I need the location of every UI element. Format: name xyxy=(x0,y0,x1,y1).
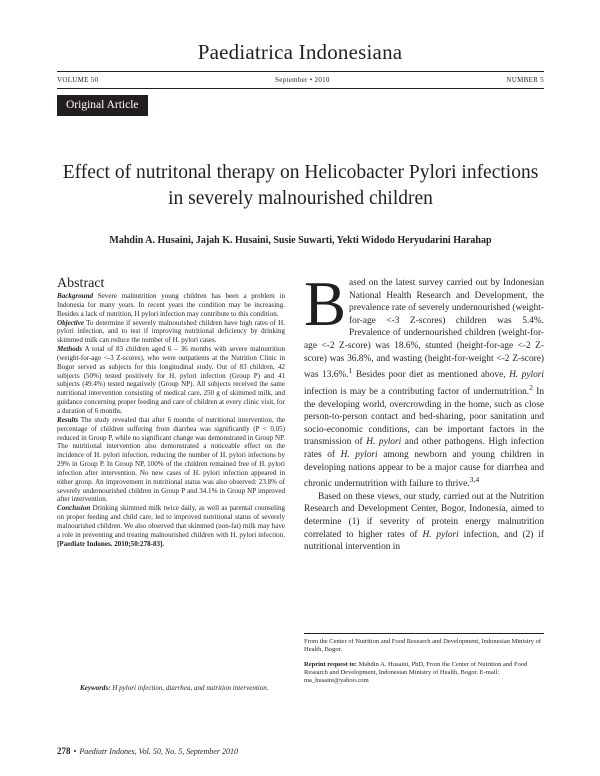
abstract-objective xyxy=(57,319,285,346)
p1-hpylori-2: H. pylori xyxy=(366,437,402,448)
abstract-background xyxy=(57,292,285,319)
objective-label: Objective xyxy=(57,318,84,327)
background-text: Severe malnutrition young children has been a problem in Indonesia for many years. In recent years the condition may be increasing. Besides a lack of nutrition, H pylori infection may contribute to this condition. xyxy=(57,292,285,318)
background-label: Background xyxy=(57,292,94,300)
abstract-methods xyxy=(57,345,285,416)
page-footer xyxy=(57,746,238,756)
article-type-badge: Original Article xyxy=(57,95,148,116)
footnote-rule xyxy=(304,633,544,634)
p1-text5: and other pathogens. High infection rates of xyxy=(304,437,544,460)
header-rule-bottom xyxy=(57,88,544,89)
keywords xyxy=(80,684,280,693)
header-rule-top xyxy=(57,71,544,72)
methods-label: Methods xyxy=(57,345,83,354)
citation: [Paediatr Indones. 2010;50:278-83]. xyxy=(57,539,165,548)
drop-cap: B xyxy=(304,269,347,339)
footnotes xyxy=(304,638,544,691)
abstract-results xyxy=(57,416,285,504)
p1-text4: In the developing world, overcrowding in the home, such as close person-to-person contact and bed-sharing, poor sanitation and socio-economic conditions, can be important factors in the transmission of xyxy=(304,386,544,448)
p1-hpylori-3: H. pylori xyxy=(340,449,378,460)
results-text: The study revealed that after 6 months of nutritional intervention, the percentage of children suffering from diarrhea was significantly (P < 0.05) reduced in Group P, while no significant change was demonstrated in Group NP. The nutritional intervention also demonstrated a noticeable effect on the incidence of H. pylori infection, reducing the number of H. pylori infections by 29% in Group P. In Group NP, 100% of the children remained free of H. pylori infection after intervention. No new cases of H. pylori infection appeared in either group. An improvement in nutritional status was also observed: 23.8% of severely undernourished children in Group P and 34.1% in Group NP improved after intervention. xyxy=(57,415,285,504)
objective-text: To determine if severely malnourished children have high rates of H. pylori infection, and to test if improving nutritional deficiency by drinking skimmed milk can reduce the number of H. pylori cases. xyxy=(57,318,285,345)
body-column xyxy=(304,269,545,554)
p1-hpylori: H. pylori xyxy=(509,370,544,381)
p1-text: ased on the latest survey carried out by Indonesian National Health Research and Development, the prevalence rate of severely undernourished (weight-for-age <-3 Z-scores) children was 5.4%. Prevalence of undernourished children (weight-for-age <-2 Z-score) was 18.6%, stunted (height-for-age <-2 Z-score) was 36.8%, and wasting (height-for-weight <-2 Z-score) was 13.6%. xyxy=(304,278,544,381)
issue-meta-row xyxy=(57,76,544,84)
p1-text3: infection is may be a contributing factor of undernutrition. xyxy=(304,386,530,397)
reprint-text: Mahdin A. Husaini, PhD, From the Center of Nutrition and Food Research and Development, Indonesian Ministry of Health, Bogor. E-mail: ma_husaini@yahoo.com xyxy=(304,660,528,685)
abstract-section xyxy=(57,277,285,548)
ref-3-4: 3,4 xyxy=(469,475,480,485)
keywords-text: H pylori infection, diarrhea, and nutrition intervention. xyxy=(110,684,269,692)
body-paragraph-2 xyxy=(304,491,544,554)
p2-text: Based on these views, our study, carried out at the Nutrition Research and Development Center, Bogor, Indonesia, aimed to determine (1) if severity of protein energy malnutrition correlated to higher rates of xyxy=(304,491,544,540)
reprint-label: Reprint request to: xyxy=(304,660,357,668)
keywords-label: Keywords: xyxy=(80,684,111,692)
ref-1: 1 xyxy=(348,366,353,376)
author-list: Mahdin A. Husaini, Jajah K. Husaini, Susie Suwarti, Yekti Widodo Heryudarini Harahap xyxy=(109,235,492,246)
issue-date: September • 2010 xyxy=(275,76,330,84)
footer-bullet: • xyxy=(73,747,77,756)
abstract-heading: Abstract xyxy=(57,276,105,291)
abstract-conclusion xyxy=(57,504,285,548)
number-label: NUMBER 5 xyxy=(506,76,544,84)
affiliation-note: From the Center of Nutrition and Food Research and Development, Indonesian Ministry of Health, Bogor. xyxy=(304,638,542,654)
p2-text2: infection, and (2) if nutritional intervention in xyxy=(304,529,545,553)
conclusion-label: Conclusion xyxy=(57,504,91,513)
journal-title: Paediatrica Indonesiana xyxy=(197,40,403,64)
p2-hpylori: H. pylori xyxy=(422,529,459,540)
p1-text6: among newborn and young children in developing nations appear to be a major cause for diarrhea and chronic undernutrition with failure to thrive. xyxy=(304,449,545,490)
body-paragraph-1 xyxy=(304,269,545,491)
results-label: Results xyxy=(57,415,79,424)
footer-journal-ref: Paediatr Indones, Vol. 50, No. 5, September 2010 xyxy=(77,747,238,756)
page-number: 278 xyxy=(57,746,71,756)
ref-2: 2 xyxy=(529,382,534,392)
conclusion-text: Drinking skimmed milk twice daily, as well as parental counseling on proper feeding and child care, led to improved nutritional status of severely malnourished children. We also observed that skimmed (non-fat) milk may have a role in preventing and treating malnourished children with H. pylori infection. xyxy=(57,504,285,539)
volume-label: VOLUME 50 xyxy=(57,76,99,84)
p1-text2: Besides poor diet as mentioned above, xyxy=(352,370,510,381)
methods-text: A total of 83 children aged 6 – 36 months with severe malnutrition (weight-for-age <-3 Z-scores), who were outpatients at the Nutrition Clinic in Bogor served as subjects for this longitudinal study. Out of 83 children, 42 subjects (50%) tested positively for H. pylori infection (Group P) and 41 subjects (49.4%) tested negatively (Group NP). All subjects received the same nutritional intervention consisting of medical care, 250 g of skimmed milk, and guidance concerning proper feeding and care of children at every clinic visit, for a duration of 6 months. xyxy=(57,345,285,415)
reprint-note xyxy=(304,661,544,686)
article-title: Effect of nutritonal therapy on Helicobacter Pylori infections in severely malnourished children xyxy=(62,162,539,209)
